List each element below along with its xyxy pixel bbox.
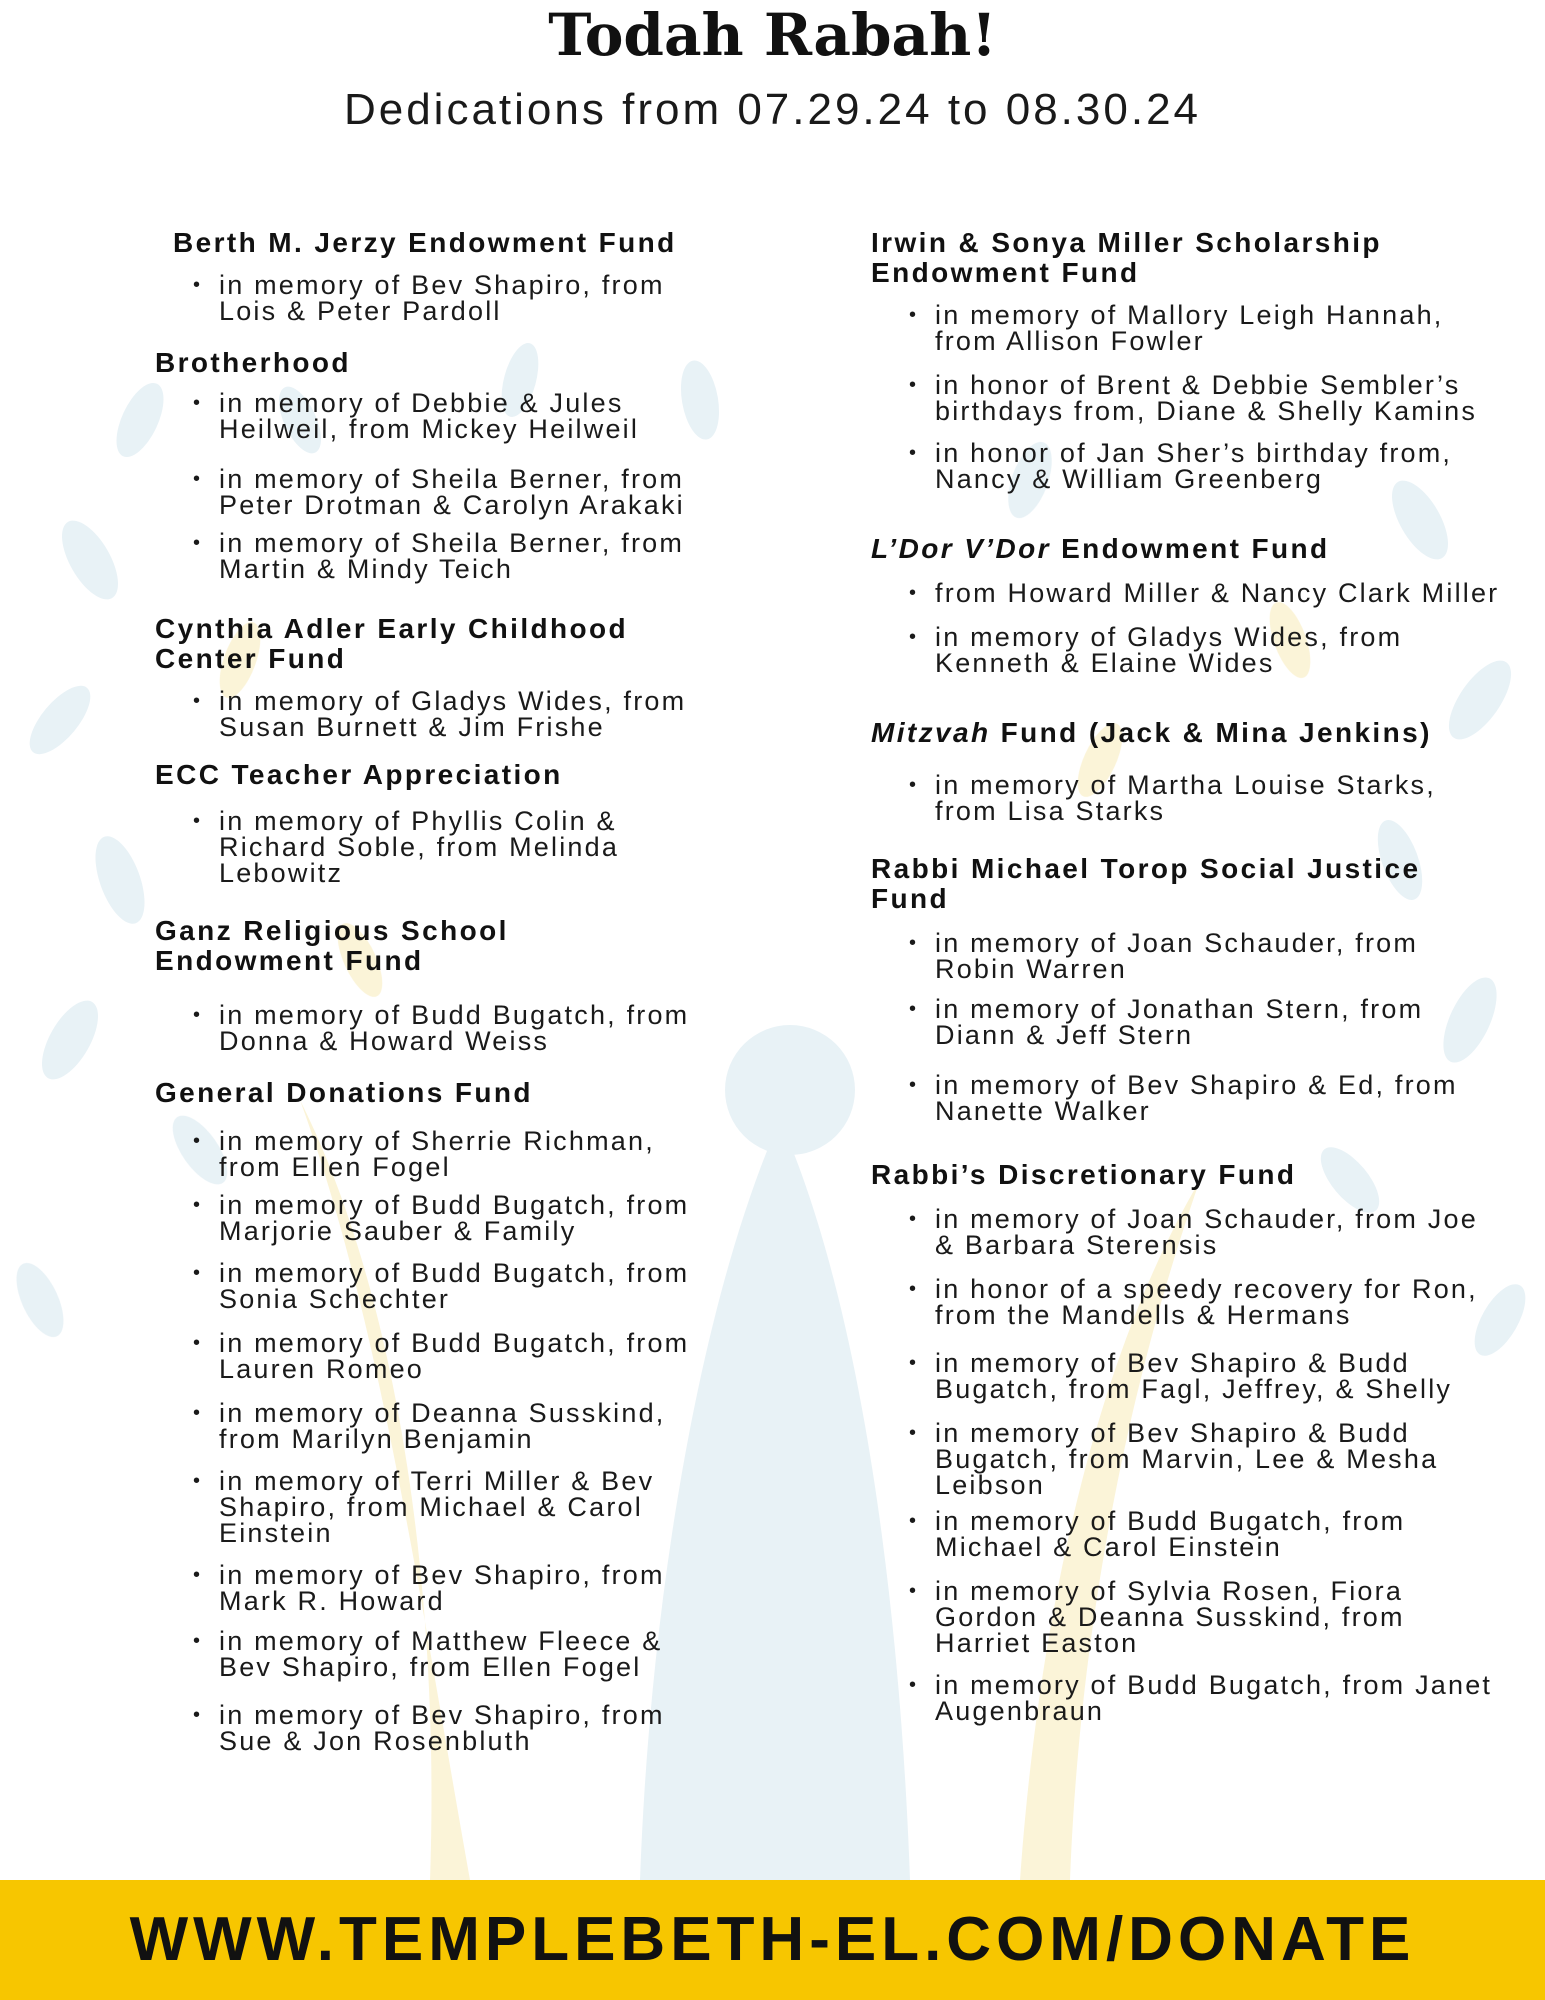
dedication-item: • in memory of Budd Bugatch, from Lauren Romeo (219, 1330, 745, 1382)
fund-heading: Cynthia Adler Early Childhood Center Fund (155, 613, 629, 674)
fund-heading: General Donations Fund (155, 1077, 533, 1108)
page-title: Todah Rabah! (548, 1, 997, 69)
fund-heading-rest: Endowment Fund (1050, 533, 1330, 564)
dedication-item: • in honor of Jan Sher’s birthday from, Nancy & William Greenberg (935, 440, 1531, 492)
dedication-item: • in memory of Bev Shapiro, from Mark R. Howard (219, 1562, 745, 1614)
fund-heading: Ganz Religious School Endowment Fund (155, 915, 509, 976)
dedication-item: • in memory of Joan Schauder, from Joe & Barbara Sterensis (935, 1206, 1531, 1258)
fund-section-berth-jerzy (155, 227, 745, 326)
dedication-item: • in memory of Sheila Berner, from Peter Drotman & Carolyn Arakaki (219, 466, 745, 518)
fund-section-rabbi-torop-social-justice (871, 853, 1531, 1126)
fund-heading (871, 534, 1531, 564)
fund-heading: Irwin & Sonya Miller Scholarship Endowment Fund (871, 227, 1382, 288)
dedication-item: • in memory of Phyllis Colin & Richard Soble, from Melinda Lebowitz (219, 808, 745, 886)
dedication-item: • in memory of Terri Miller & Bev Shapiro, from Michael & Carol Einstein (219, 1468, 745, 1546)
fund-section-cynthia-adler (155, 613, 745, 742)
dedication-item: • in memory of Martha Louise Starks, from Lisa Starks (935, 772, 1531, 824)
dedication-item: • in memory of Gladys Wides, from Susan Burnett & Jim Frishe (219, 688, 745, 740)
dedication-item: • from Howard Miller & Nancy Clark Miller (935, 580, 1531, 606)
dedication-item: • in memory of Budd Bugatch, from Donna & Howard Weiss (219, 1002, 745, 1054)
fund-section-brotherhood (155, 347, 745, 584)
dedication-item: • in memory of Sylvia Rosen, Fiora Gordon & Deanna Susskind, from Harriet Easton (935, 1578, 1531, 1656)
dedication-item: • in honor of a speedy recovery for Ron, from the Mandells & Hermans (935, 1276, 1531, 1328)
dedication-item: • in memory of Gladys Wides, from Kenneth & Elaine Wides (935, 624, 1531, 676)
dedication-item: • in memory of Matthew Fleece & Bev Shapiro, from Ellen Fogel (219, 1628, 745, 1680)
date-range-subtitle: Dedications from 07.29.24 to 08.30.24 (343, 85, 1202, 134)
dedication-item: • in memory of Jonathan Stern, from Diann & Jeff Stern (935, 996, 1531, 1048)
donate-footer-banner (0, 1880, 1545, 2000)
dedication-item: • in honor of Brent & Debbie Sembler’s birthdays from, Diane & Shelly Kamins (935, 372, 1531, 424)
fund-section-general-donations (155, 1077, 745, 1756)
fund-heading-italic: L’Dor V’Dor (871, 533, 1051, 564)
fund-heading (871, 718, 1531, 748)
dedication-item: • in memory of Sheila Berner, from Martin & Mindy Teich (219, 530, 745, 582)
fund-heading: Rabbi’s Discretionary Fund (871, 1159, 1297, 1190)
fund-section-ldor-vdor (871, 533, 1531, 678)
donate-url-link[interactable]: WWW.TEMPLEBETH-EL.COM/DONATE (129, 1905, 1416, 1974)
fund-heading: ECC Teacher Appreciation (155, 759, 563, 790)
fund-section-rabbis-discretionary (871, 1159, 1531, 1726)
fund-heading: Berth M. Jerzy Endowment Fund (173, 227, 677, 258)
dedication-item: • in memory of Bev Shapiro, from Sue & Jon Rosenbluth (219, 1702, 745, 1754)
fund-section-irwin-sonya-miller (871, 227, 1531, 494)
dedication-item: • in memory of Mallory Leigh Hannah, from Allison Fowler (935, 302, 1531, 354)
dedication-item: • in memory of Bev Shapiro & Budd Bugatch, from Marvin, Lee & Mesha Leibson (935, 1420, 1531, 1498)
fund-section-ganz-religious-school (155, 915, 745, 1056)
dedication-item: • in memory of Budd Bugatch, from Janet Augenbraun (935, 1672, 1531, 1724)
fund-section-ecc-teacher (155, 759, 745, 888)
fund-heading-rest: Fund (Jack & Mina Jenkins) (990, 717, 1432, 748)
dedication-item: • in memory of Bev Shapiro & Budd Bugatch, from Fagl, Jeffrey, & Shelly (935, 1350, 1531, 1402)
dedication-item: • in memory of Debbie & Jules Heilweil, from Mickey Heilweil (219, 390, 745, 442)
dedication-item: • in memory of Budd Bugatch, from Marjorie Sauber & Family (219, 1192, 745, 1244)
dedication-item: • in memory of Budd Bugatch, from Michael & Carol Einstein (935, 1508, 1531, 1560)
dedication-item: • in memory of Sherrie Richman, from Ellen Fogel (219, 1128, 745, 1180)
fund-heading: Brotherhood (155, 347, 351, 378)
dedication-item: • in memory of Bev Shapiro, from Lois & Peter Pardoll (219, 272, 745, 324)
fund-heading-italic: Mitzvah (871, 717, 991, 748)
dedication-item: • in memory of Joan Schauder, from Robin Warren (935, 930, 1531, 982)
fund-heading: Rabbi Michael Torop Social Justice Fund (871, 853, 1421, 914)
dedication-item: • in memory of Deanna Susskind, from Marilyn Benjamin (219, 1400, 745, 1452)
dedication-item: • in memory of Budd Bugatch, from Sonia Schechter (219, 1260, 745, 1312)
dedication-item: • in memory of Bev Shapiro & Ed, from Nanette Walker (935, 1072, 1531, 1124)
fund-section-mitzvah (871, 717, 1531, 826)
